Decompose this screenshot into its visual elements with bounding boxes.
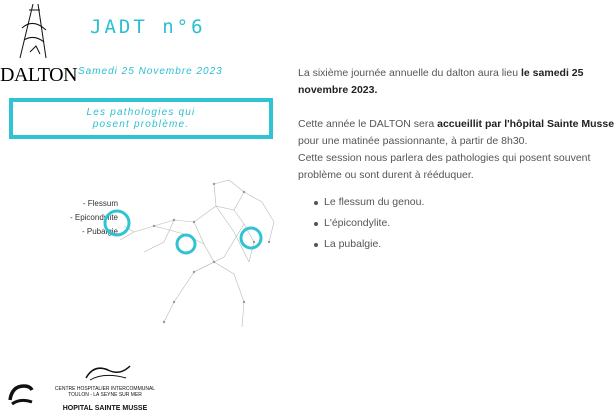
intro-paragraph-1: La sixième journée annuelle du dalton aura lieu le samedi 25 novembre 2023. bbox=[298, 67, 584, 96]
intro-paragraph-2: Cette année le DALTON sera accueillit par l'hôpital Sainte Musse pour une matinée passionnante, à partir de 8h30. bbox=[298, 118, 614, 147]
pathology-list bbox=[312, 192, 552, 255]
pathology-label: - Epicondylite bbox=[69, 213, 118, 222]
hip-highlight-ring bbox=[177, 235, 195, 253]
hospital-logo bbox=[80, 362, 136, 382]
list-item: L'épicondylite. bbox=[312, 213, 552, 234]
hospital-subtitle: CENTRE HOSPITALIER INTERCOMMUNAL TOULON - LA SEYNE SUR MER bbox=[54, 386, 156, 398]
event-date: Samedi 25 Novembre 2023 bbox=[78, 66, 223, 77]
event-title: JADT n°6 bbox=[90, 16, 206, 38]
credit-agricole-logo bbox=[6, 380, 36, 408]
theme-banner bbox=[9, 98, 273, 139]
elbow-highlight-ring bbox=[105, 211, 129, 235]
list-item: Le flessum du genou. bbox=[312, 192, 552, 213]
pathology-label: - Flessum bbox=[82, 199, 118, 208]
list-item: La pubalgie. bbox=[312, 234, 552, 255]
logo-wordmark: DALTON bbox=[0, 64, 78, 86]
intro-paragraph-3: Cette session nous parlera des pathologies qui posent souvent problème ou sont durent à rééduquer. bbox=[298, 152, 591, 181]
banner-line-2: posent problème. bbox=[92, 118, 190, 130]
hospital-name: HOPITAL SAINTE MUSSE bbox=[62, 405, 148, 412]
runner-illustration bbox=[94, 162, 294, 332]
pathology-label: - Pubalgie bbox=[81, 227, 118, 236]
banner-line-1: Les pathologies qui bbox=[86, 106, 196, 118]
knee-highlight-ring bbox=[241, 228, 261, 248]
